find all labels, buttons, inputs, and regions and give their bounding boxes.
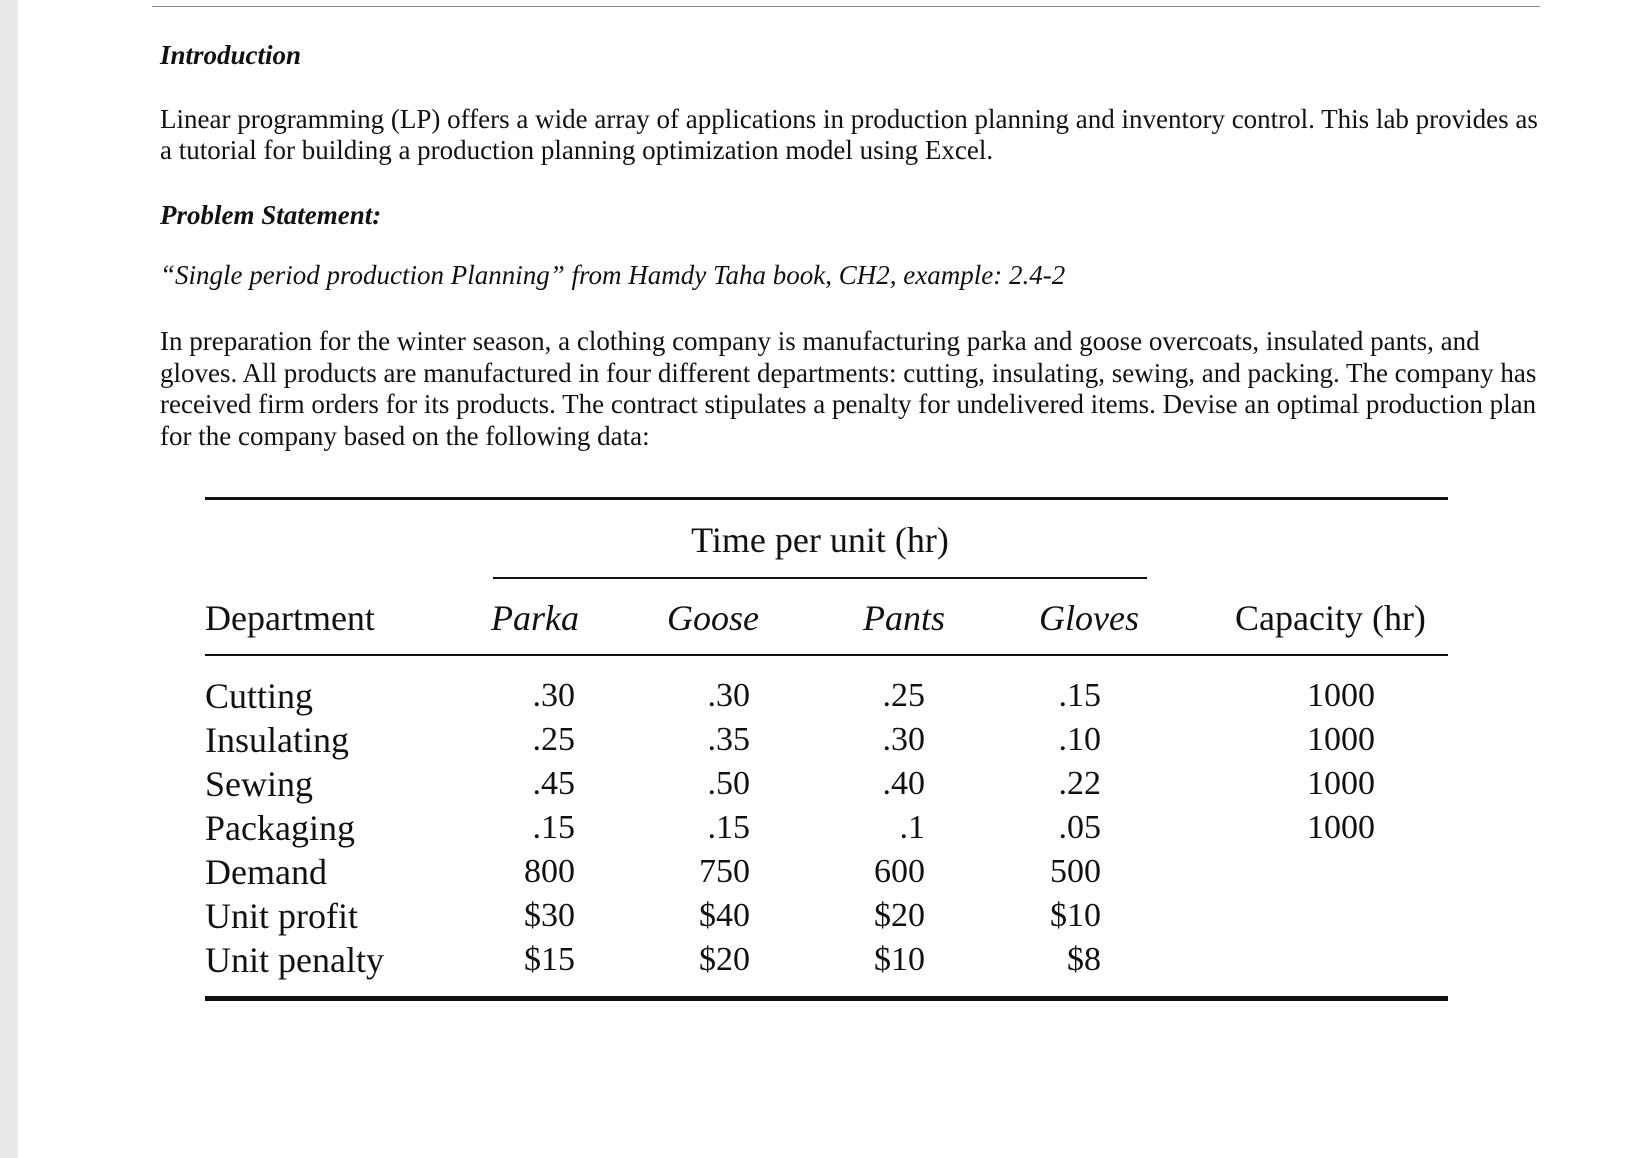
intro-heading: Introduction <box>160 40 302 70</box>
gloves-cell: .15 <box>1058 677 1101 714</box>
department-column <box>205 674 465 982</box>
table-bottom-rule <box>205 996 1448 1001</box>
department-cell: Cutting <box>205 676 314 716</box>
capacity-cell: 1000 <box>1307 809 1375 846</box>
capacity-cell <box>1205 850 1375 894</box>
pants-column <box>825 674 925 982</box>
pants-cell: .1 <box>899 809 925 846</box>
capacity-cell <box>1205 938 1375 982</box>
goose-cell: .30 <box>707 677 750 714</box>
table-top-rule <box>205 497 1448 500</box>
parka-cell: 800 <box>524 853 575 890</box>
header-parka: Parka <box>491 598 579 638</box>
capacity-cell: 1000 <box>1307 765 1375 802</box>
capacity-cell <box>1205 894 1375 938</box>
problem-source: “Single period production Planning” from Hamdy Taha book, CH2, example: 2.4-2 <box>160 260 1066 290</box>
parka-cell: $30 <box>524 897 575 934</box>
department-cell: Unit penalty <box>205 940 384 980</box>
parka-cell: $15 <box>524 941 575 978</box>
parka-cell: .30 <box>532 677 575 714</box>
header-goose: Goose <box>667 598 759 638</box>
group-rule <box>493 577 1147 579</box>
goose-cell: $20 <box>699 941 750 978</box>
table-header-rule <box>205 654 1448 656</box>
group-title: Time per unit (hr) <box>691 520 949 560</box>
gloves-cell: .10 <box>1058 721 1101 758</box>
gloves-cell: .05 <box>1058 809 1101 846</box>
header-capacity: Capacity (hr) <box>1235 598 1426 638</box>
department-cell: Insulating <box>205 720 349 760</box>
goose-cell: $40 <box>699 897 750 934</box>
parka-cell: .25 <box>532 721 575 758</box>
department-cell: Sewing <box>205 764 313 804</box>
gloves-column <box>1001 674 1101 982</box>
parka-cell: .45 <box>532 765 575 802</box>
header-gloves: Gloves <box>1039 598 1139 638</box>
problem-paragraph: In preparation for the winter season, a clothing company is manufacturing parka and goose overcoats, insulated pants, and gloves. All products are manufactured in four different departments: cutting, insulating, sewing, and packing. The company has received firm orders for its products. The contract stipulates a penalty for undelivered items. Devise an optimal production plan for the company based on the following data: <box>160 326 1537 451</box>
top-divider <box>152 6 1540 7</box>
gloves-cell: .22 <box>1058 765 1101 802</box>
goose-column <box>650 674 750 982</box>
capacity-cell: 1000 <box>1307 721 1375 758</box>
capacity-cell: 1000 <box>1307 677 1375 714</box>
header-department: Department <box>205 598 375 638</box>
gloves-cell: $10 <box>1050 897 1101 934</box>
pants-cell: .40 <box>882 765 925 802</box>
department-cell: Packaging <box>205 808 355 848</box>
pants-cell: .30 <box>882 721 925 758</box>
goose-cell: .50 <box>707 765 750 802</box>
gloves-cell: $8 <box>1067 941 1101 978</box>
pants-cell: $20 <box>874 897 925 934</box>
department-cell: Unit profit <box>205 896 358 936</box>
page-left-margin <box>0 0 18 1158</box>
department-cell: Demand <box>205 852 327 892</box>
gloves-cell: 500 <box>1050 853 1101 890</box>
pants-cell: 600 <box>874 853 925 890</box>
parka-column <box>475 674 575 982</box>
goose-cell: .15 <box>707 809 750 846</box>
pants-cell: $10 <box>874 941 925 978</box>
header-pants: Pants <box>863 598 946 638</box>
problem-heading: Problem Statement: <box>160 200 382 230</box>
goose-cell: 750 <box>699 853 750 890</box>
intro-paragraph: Linear programming (LP) offers a wide array of applications in production planning and inventory control. This lab provides as a tutorial for building a production planning optimization model using Excel. <box>160 104 1538 165</box>
capacity-column <box>1205 674 1375 982</box>
data-table <box>205 497 1448 1002</box>
parka-cell: .15 <box>532 809 575 846</box>
pants-cell: .25 <box>882 677 925 714</box>
goose-cell: .35 <box>707 721 750 758</box>
